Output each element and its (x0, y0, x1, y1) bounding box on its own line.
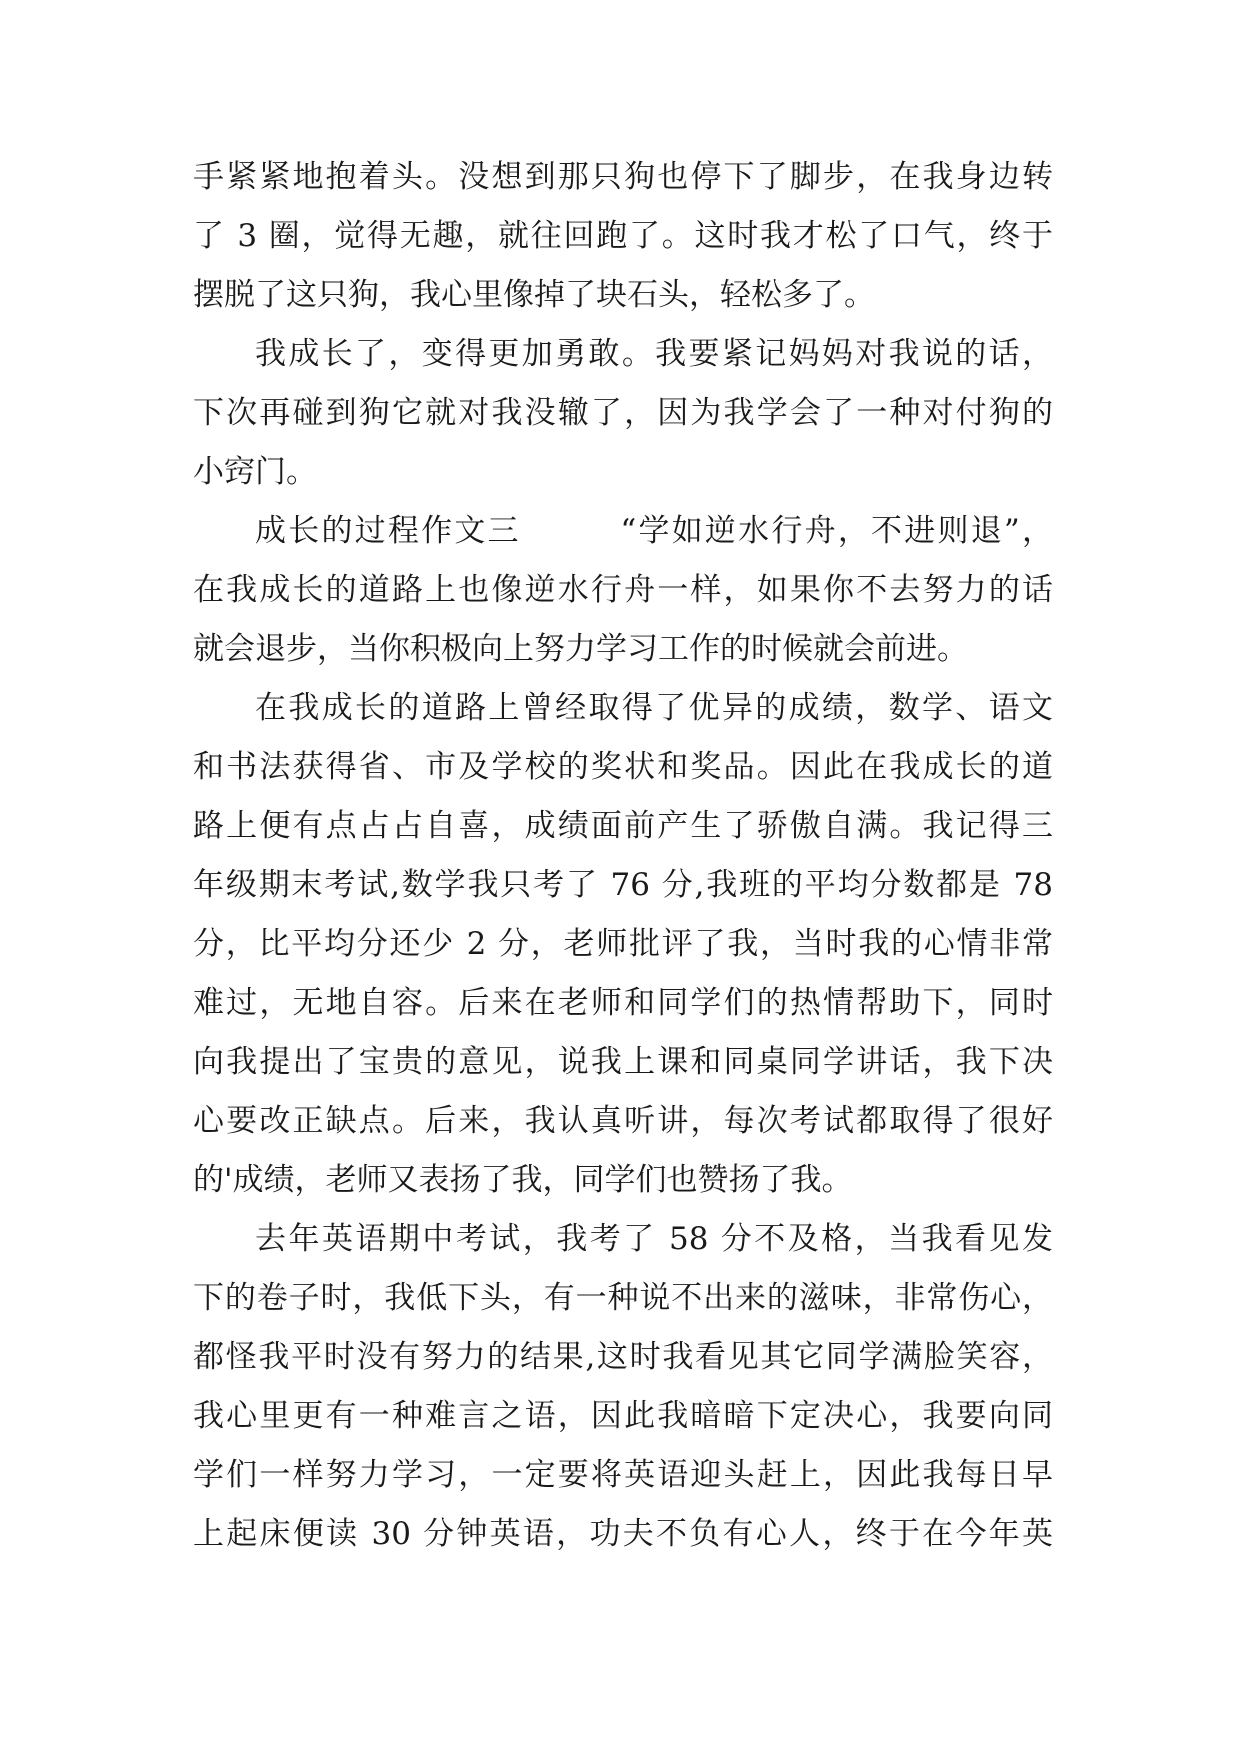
text-line: 分，比平均分还少 2 分，老师批评了我，当时我的心情非常 (193, 926, 1053, 962)
text-line: 难过，无地自容。后来在老师和同学们的热情帮助下，同时 (193, 985, 1053, 1021)
text-line: 都怪我平时没有努力的结果,这时我看见其它同学满脸笑容， (193, 1339, 1053, 1375)
text-line: 小窍门。 (193, 454, 317, 490)
text-line: 我成长了，变得更加勇敢。我要紧记妈妈对我说的话， (255, 336, 1053, 372)
text-line: 向我提出了宝贵的意见，说我上课和同桌同学讲话，我下决 (193, 1044, 1053, 1080)
text-line: 心要改正缺点。后来，我认真听讲，每次考试都取得了很好 (193, 1103, 1053, 1139)
text-line: 去年英语期中考试，我考了 58 分不及格，当我看见发 (255, 1221, 1053, 1257)
text-line: 手紧紧地抱着头。没想到那只狗也停下了脚步，在我身边转 (193, 159, 1053, 195)
text-line: 在我成长的道路上也像逆水行舟一样，如果你不去努力的话 (193, 572, 1053, 608)
text-line: 和书法获得省、市及学校的奖状和奖品。因此在我成长的道 (193, 749, 1053, 785)
text-line: 路上便有点占占自喜，成绩面前产生了骄傲自满。我记得三 (193, 808, 1053, 844)
text-line: 学们一样努力学习，一定要将英语迎头赶上，因此我每日早 (193, 1457, 1053, 1493)
text-line: 年级期末考试,数学我只考了 76 分,我班的平均分数都是 78 (193, 867, 1053, 903)
text-line: 上起床便读 30 分钟英语，功夫不负有心人，终于在今年英 (193, 1516, 1053, 1552)
text-line: 下的卷子时，我低下头，有一种说不出来的滋味，非常伤心， (193, 1280, 1053, 1316)
text-line: 在我成长的道路上曾经取得了优异的成绩，数学、语文 (255, 690, 1053, 726)
text-line: 我心里更有一种难言之语，因此我暗暗下定决心，我要向同 (193, 1398, 1053, 1434)
document-page (193, 148, 1053, 1564)
text-line: 下次再碰到狗它就对我没辙了，因为我学会了一种对付狗的 (193, 395, 1053, 431)
text-line: 的'成绩，老师又表扬了我，同学们也赞扬了我。 (193, 1162, 853, 1198)
section-heading-line: 成长的过程作文三 “学如逆水行舟，不进则退”， (255, 513, 1053, 549)
text-line: 了 3 圈，觉得无趣，就往回跑了。这时我才松了口气，终于 (193, 218, 1053, 254)
text-line: 摆脱了这只狗，我心里像掉了块石头，轻松多了。 (193, 277, 875, 313)
text-line: 就会退步，当你积极向上努力学习工作的时候就会前进。 (193, 631, 968, 667)
